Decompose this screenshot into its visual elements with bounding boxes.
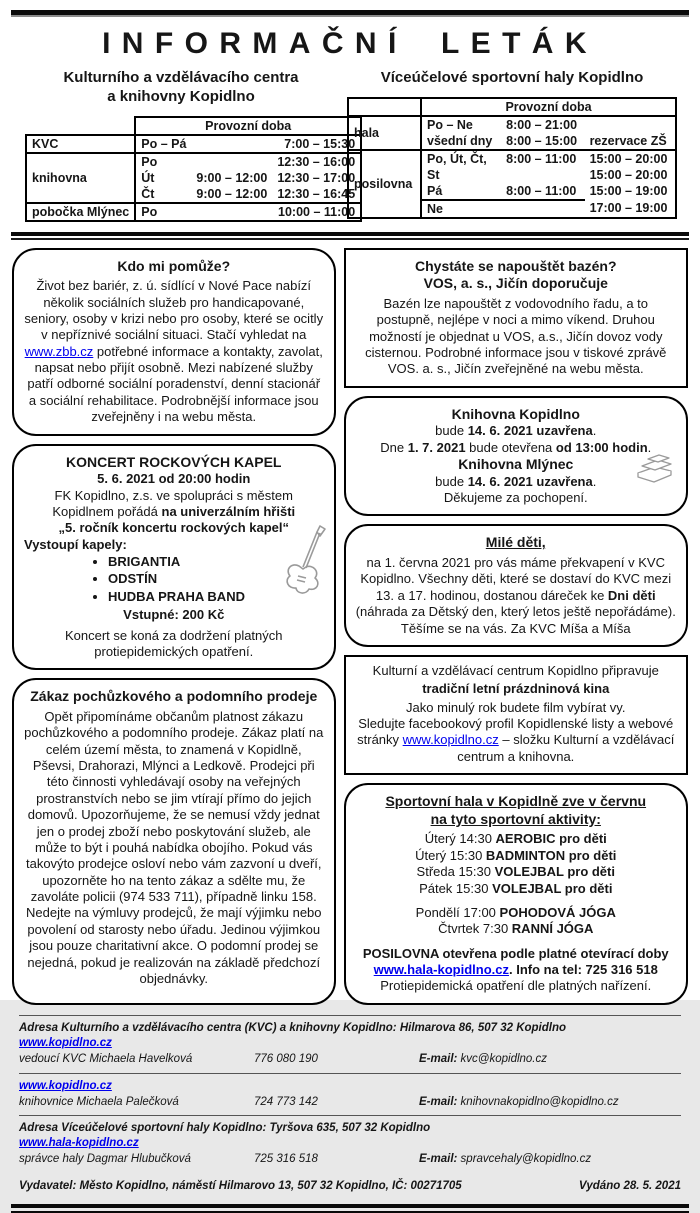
footer-link-kopidlno[interactable]: www.kopidlno.cz: [19, 1079, 112, 1092]
contact-row: [19, 1052, 681, 1067]
publisher-text: Vydavatel: Město Kopidlno, náměstí Hilmarovo 13, 507 32 Kopidlno, IČ: 00271705: [19, 1180, 462, 1193]
footer-rule: [19, 1015, 681, 1016]
table-cell: 7:00 – 15:30: [272, 135, 361, 153]
kvc-address: Adresa Kulturního a vzdělávacího centra (KVC) a knihovny Kopidlno: Hilmarova 86, 507 32 Kopidlno: [19, 1021, 567, 1034]
hala-kopidlno-link[interactable]: www.hala-kopidlno.cz: [373, 962, 509, 977]
line: [356, 716, 676, 765]
line: Jako minulý rok budete film vybírat vy.: [406, 699, 626, 715]
contact-row: [19, 1095, 681, 1110]
paragraph-text: na 1. června 2021 pro vás máme překvapení v KVC Kopidlno. Všechny děti, které se dostaví do KVC mezi 13. a 17. hodinou, dostanou dáreček ke: [360, 555, 672, 603]
row-label-mlynec: pobočka Mlýnec: [26, 203, 135, 221]
table-cell: 17:00 – 19:00: [585, 200, 676, 218]
phone-info: Info na tel: 725 316 518: [516, 962, 658, 977]
koncert-note: Koncert se koná za dodržení platných protiepidemických opatření.: [64, 627, 283, 659]
ticket-price: Vstupné: 200 Kč: [123, 607, 225, 623]
table-cell: [585, 116, 676, 133]
footer-link-hala[interactable]: www.hala-kopidlno.cz: [19, 1137, 139, 1150]
contact-phone: 724 773 142: [254, 1095, 318, 1108]
email-value[interactable]: kvc@kopidlno.cz: [460, 1052, 548, 1065]
table-cell: 15:00 – 20:00: [585, 167, 676, 183]
hala-heading: Víceúčelové sportovní haly Kopidlno: [380, 69, 644, 86]
table-cell: Po – Pá: [135, 135, 191, 153]
kopidlno-link[interactable]: www.kopidlno.cz: [402, 732, 499, 748]
table-cell: 12:30 – 16:00: [272, 153, 361, 170]
paragraph-text: Bazén lze napouštět z vodovodního řadu, a to postupně, nejlépe v noci a mimo víkend. Druhou možností je objednat u VOS, a.s., Jičín dovoz vody cisternou. Podrobné informace jsou v tiskové zprávě VOS. a. s., Jičín zveřejněné na webu města.: [365, 295, 667, 377]
opening-hours-section: [11, 69, 689, 222]
contact-phone: 725 316 518: [254, 1153, 318, 1166]
kvc-heading: [25, 69, 337, 107]
table-cell: Ne: [421, 200, 501, 218]
email-label: E-mail:: [419, 1095, 458, 1108]
activity-time: Středa 15:30: [416, 864, 495, 880]
activity-time: Čtvrtek 7:30: [438, 921, 512, 937]
table-cell: Čt: [135, 186, 191, 203]
paragraph-text: Život bez bariér, z. ú. sídlící v Nové Pace nabízí několik sociálních služeb pro handicapované, seniory, osoby v krizi nebo pro osoby, které se ocitly v nepříznivé sociální situaci. Stačí vyhledat na: [24, 278, 324, 343]
box-title: Knihovna Mlýnec: [458, 456, 574, 472]
activity-time: Úterý 15:30: [415, 847, 486, 863]
table-cell: 12:30 – 17:00: [272, 170, 361, 186]
paragraph-text: .: [508, 962, 517, 977]
paragraph-text: Opět připomínáme občanům platnost zákazu pochůzkového a podomního prodeje. Zákaz platí na celém území města, to znamená v Kopidlně, Pševsi, Drahorazi, Mlýnci a Ledkově. Prodejci při této činnosti vyhledávají osoby na veřejných prostranstvích nebo se jim vtírají přímo do jejich domovů. Upozorňujeme, že se nemusí vždy jednat jen o prodej zboží nebo poskytování služeb, ale může to být i pouhá nabídka obojího. Pokud vás takovýto prodejce osloví nebo vám zazvoní u dveří, upozorněte ho na tento zákaz a sdělte mu, že zavoláte policii (974 533 711), případně linku 158. Nedejte na výmluvy prodejců, že mají výjimku nebo povolení od starosty nebo úřadu. Jedinou výjimkou jsou pouze charitativní akce. O podomní prodej se nejedná, pokud je realizován na základě předchozí objednávky.: [24, 708, 324, 986]
contact-email: [419, 1152, 681, 1167]
top-rule: [11, 10, 689, 17]
activity-name: VOLEJBAL pro děti: [494, 864, 615, 880]
koncert-date: 5. 6. 2021 od 20:00 hodin: [97, 471, 251, 487]
line: tradiční letní prázdninová kina: [422, 681, 610, 697]
table-cell: 8:00 – 11:00: [506, 151, 577, 166]
list-item: • ODSTÍN: [108, 571, 324, 587]
hala-column: [347, 69, 677, 222]
line: [356, 962, 676, 978]
table-cell: 9:00 – 12:00: [191, 186, 272, 203]
table-cell: všední dny: [421, 133, 501, 150]
paragraph-text: 14. 6. 2021 uzavřena: [467, 423, 593, 439]
paragraph-text: .: [592, 473, 597, 489]
activity-row: [356, 905, 676, 921]
line: Kulturní a vzdělávací centrum Kopidlno připravuje: [372, 662, 659, 678]
book-stack-icon: [634, 450, 676, 484]
koncert-box: [12, 444, 336, 671]
table-cell: Út: [141, 170, 155, 185]
email-value[interactable]: knihovnakopidlno@kopidlno.cz: [460, 1095, 619, 1108]
paragraph-text: .: [647, 439, 652, 455]
activity-row: [356, 881, 676, 897]
table-cell: [191, 153, 272, 170]
table-cell: 8:00 – 11:00: [501, 183, 584, 200]
kvc-column: [25, 69, 356, 222]
table-cell: [26, 117, 135, 135]
line: [356, 440, 676, 456]
koncert-event-name: „5. ročník koncertu rockových kapel“: [58, 520, 289, 536]
hala-hours-table: [347, 97, 677, 219]
table-cell: 15:00 – 19:00: [585, 183, 676, 200]
kvc-heading-line1: Kulturního a vzdělávacího centra: [63, 69, 299, 86]
bottom-rule: [11, 1204, 689, 1213]
table-cell: 8:00 – 21:00: [506, 117, 578, 132]
knihovna-uzavrena-box: [344, 396, 688, 517]
row-label-kvc: KVC: [26, 135, 135, 153]
box-title: Kdo mi pomůže?: [117, 257, 231, 274]
email-value[interactable]: spravcehaly@kopidlno.cz: [460, 1153, 592, 1166]
table-cell: 15:00 – 20:00: [585, 150, 676, 167]
paragraph-text: Sledujte facebookový profil Kopidlenské listy a webové stránky: [357, 716, 674, 748]
box-subtitle: na tyto sportovní aktivity:: [430, 810, 601, 827]
paragraph-text: FK Kopidlno, z.s. ve spolupráci s městem Kopidlnem pořádá: [52, 487, 293, 519]
table-cell: Po: [141, 154, 158, 169]
row-label-posilovna: posilovna: [348, 150, 421, 218]
activity-name: VOLEJBAL pro děti: [492, 880, 613, 896]
line: [356, 474, 676, 490]
activity-row: [356, 848, 676, 864]
table-cell: rezervace ZŠ: [585, 133, 676, 150]
table-cell: [348, 98, 421, 116]
email-label: E-mail:: [419, 1052, 458, 1065]
table-cell: [501, 167, 584, 183]
paragraph-text: (náhrada za Dětský den, který letos ještě nepořádáme). Těšíme se na vás. Za KVC Míša a Míša: [355, 604, 676, 636]
paragraph-text: na univerzálním hřišti: [161, 503, 296, 519]
contact-person: knihovnice Michaela Palečková: [19, 1095, 179, 1108]
kvc-hours-table: [25, 116, 362, 222]
footer-rule: [19, 1115, 681, 1116]
activity-name: POHODOVÁ JÓGA: [499, 904, 616, 920]
page-title: INFORMAČNÍ LETÁK: [102, 27, 598, 60]
paragraph-text: – složku Kulturní a vzdělávací centrum a knihovna.: [457, 732, 675, 764]
box-subtitle: VOS, a. s., Jičín doporučuje: [423, 275, 608, 292]
footer-link-kopidlno[interactable]: www.kopidlno.cz: [19, 1036, 112, 1049]
left-column: [12, 248, 336, 1013]
paragraph-text: od 13:00 hodin: [555, 439, 648, 455]
table-cell: Po, Út, Čt,: [427, 151, 487, 166]
mile-deti-box: [344, 524, 688, 647]
activity-time: Úterý 14:30: [424, 831, 496, 847]
footer: [11, 1013, 689, 1194]
right-column: [344, 248, 688, 1013]
list-item: • HUDBA PRAHA BAND: [108, 589, 324, 605]
row-label-hala: hala: [348, 116, 421, 150]
letni-kina-box: [344, 655, 688, 775]
zbb-link[interactable]: www.zbb.cz: [24, 343, 94, 359]
table-cell: 12:30 – 16:45: [272, 186, 361, 203]
table-cell: 9:00 – 12:00: [196, 170, 268, 185]
paragraph-text: bude: [435, 423, 468, 439]
row-label-knihovna: knihovna: [26, 153, 135, 203]
line: [356, 423, 676, 439]
contact-person: správce haly Dagmar Hlubučková: [19, 1153, 191, 1166]
paragraph-text: bude otevřena: [465, 439, 556, 455]
box-title: Zákaz pochůzkového a podomního prodeje: [30, 688, 318, 705]
table-cell: Pá: [421, 183, 501, 200]
activity-name: BADMINTON pro děti: [485, 847, 617, 863]
activity-name: AEROBIC pro děti: [495, 831, 607, 847]
electric-guitar-icon: [282, 524, 326, 594]
bazen-box: [344, 248, 688, 388]
line: Protiepidemická opatření dle platných nařízení.: [380, 978, 652, 994]
issue-date: Vydáno 28. 5. 2021: [578, 1180, 681, 1193]
contact-person: vedoucí KVC Michaela Havelková: [19, 1052, 193, 1065]
paragraph-text: Dni děti: [607, 587, 656, 603]
footer-rule: [19, 1073, 681, 1074]
contact-email: [419, 1052, 681, 1067]
activity-name: RANNÍ JÓGA: [511, 921, 594, 937]
table-cell: [501, 200, 584, 218]
box-title: Knihovna Kopidlno: [451, 405, 580, 422]
table-cell: [191, 203, 272, 221]
hala-address: Adresa Víceúčelové sportovní haly Kopidlno: Tyršova 635, 507 32 Kopidlno: [19, 1122, 431, 1135]
table-cell: 8:00 – 15:00: [501, 133, 584, 150]
paragraph-text: 1. 7. 2021: [407, 439, 466, 455]
paragraph-text: bude: [435, 473, 468, 489]
main-content: [11, 248, 689, 1013]
email-label: E-mail:: [419, 1153, 458, 1166]
activity-time: Pátek 15:30: [419, 880, 493, 896]
table-cell: Po: [135, 203, 191, 221]
paragraph-text: .: [592, 423, 597, 439]
koncert-organizer: [24, 488, 324, 521]
sportovni-aktivity-box: [344, 783, 688, 1005]
box-title: Chystáte se napouštět bazén?: [415, 257, 617, 274]
activity-row: [356, 864, 676, 880]
activity-time: Pondělí 17:00: [415, 904, 500, 920]
activity-row: [356, 831, 676, 847]
kdo-mi-pomuze-box: [12, 248, 336, 436]
kvc-table-header: Provozní doba: [135, 117, 361, 135]
publisher-row: [19, 1179, 681, 1194]
line: Děkujeme za pochopení.: [443, 490, 588, 505]
zakaz-prodeje-box: [12, 678, 336, 1005]
hala-table-header: Provozní doba: [421, 98, 676, 116]
kvc-heading-line2: a knihovny Kopidlno: [107, 87, 255, 105]
activity-row: [356, 921, 676, 937]
paragraph-text: 14. 6. 2021 uzavřena: [467, 473, 593, 489]
table-cell: 10:00 – 11:00: [272, 203, 361, 221]
table-cell: [191, 135, 272, 153]
lineup-label: Vystoupí kapely:: [24, 536, 127, 552]
table-cell: Po – Ne: [427, 117, 473, 132]
section-divider-rule: [11, 232, 689, 240]
list-item: • BRIGANTIA: [108, 554, 324, 570]
box-title: Sportovní hala v Kopidlně zve v červnu: [385, 793, 647, 810]
koncert-title: KONCERT ROCKOVÝCH KAPEL: [66, 453, 282, 470]
contact-phone: 776 080 190: [254, 1052, 318, 1065]
table-cell: St: [427, 167, 440, 182]
contact-email: [419, 1095, 681, 1110]
posilovna-line: POSILOVNA otevřena podle platné otevírací doby: [362, 945, 669, 961]
paragraph-text: Dne: [380, 439, 408, 455]
contact-row: [19, 1152, 681, 1167]
paragraph-text: potřebné informace a kontakty, zavolat, napsat nebo přijít osobně. Mezi nabízené služby patří odborné sociální poradenství, denní stacionář a sociální rehabilitace. Podrobnější informace jsou zveřejněny i na webu města.: [27, 343, 323, 425]
box-title: Milé děti,: [485, 534, 546, 551]
